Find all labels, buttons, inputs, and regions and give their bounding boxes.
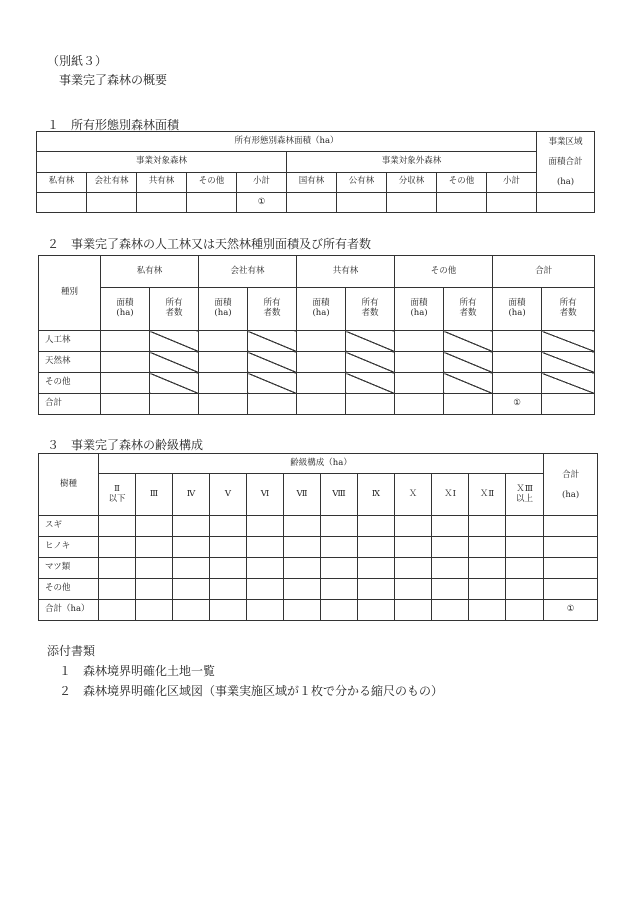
table-cell xyxy=(537,193,595,213)
table-cell xyxy=(136,558,173,579)
row-label: マツ類 xyxy=(39,558,99,579)
age-class-header xyxy=(99,474,136,516)
table-cell xyxy=(395,558,432,579)
owners-slash-cell xyxy=(542,331,595,352)
type-header: 種別 xyxy=(39,256,101,331)
table-cell xyxy=(469,558,506,579)
table-cell xyxy=(544,516,598,537)
table-cell xyxy=(101,352,150,373)
section-3-heading: ３ 事業完了森林の齢級構成 xyxy=(47,438,204,452)
area-header-line-1: 面積 xyxy=(410,298,428,309)
col-national: 国有林 xyxy=(287,172,337,192)
age-class-header-line-1: ＸⅢ xyxy=(516,483,533,494)
table-cell xyxy=(544,579,598,600)
group-other: その他 xyxy=(395,256,493,288)
table-cell xyxy=(469,537,506,558)
col-shared: 共有林 xyxy=(137,172,187,192)
age-class-header: Ⅴ xyxy=(210,474,247,516)
table-cell xyxy=(247,579,284,600)
table-cell xyxy=(432,558,469,579)
table-cell xyxy=(210,516,247,537)
table-cell xyxy=(395,579,432,600)
table-cell xyxy=(432,600,469,621)
ownership-area-table xyxy=(36,131,595,213)
area-header-line-2: (ha) xyxy=(116,308,134,318)
table-cell xyxy=(136,537,173,558)
area-header xyxy=(101,288,150,331)
table-cell xyxy=(395,394,444,415)
table-cell xyxy=(432,516,469,537)
header-district-area xyxy=(537,132,595,193)
table-cell xyxy=(99,600,136,621)
table-cell xyxy=(346,394,395,415)
table-cell xyxy=(173,537,210,558)
age-total-label-1: 合計 xyxy=(562,469,580,480)
row-label: 合計（ha） xyxy=(39,600,99,621)
attachment-item-1: １ 森林境界明確化土地一覧 xyxy=(59,664,216,678)
owners-header xyxy=(248,288,297,331)
table-cell xyxy=(173,558,210,579)
owners-header xyxy=(444,288,493,331)
table-cell xyxy=(247,600,284,621)
table-cell xyxy=(297,352,346,373)
row-label: 人工林 xyxy=(39,331,101,352)
table-cell xyxy=(506,537,544,558)
table-cell xyxy=(395,331,444,352)
table-cell xyxy=(432,579,469,600)
table-cell xyxy=(469,579,506,600)
table-cell xyxy=(506,516,544,537)
area-header xyxy=(199,288,248,331)
table-row xyxy=(39,373,595,394)
table-cell xyxy=(199,373,248,394)
table-cell xyxy=(487,193,537,213)
row-label: ヒノキ xyxy=(39,537,99,558)
table-cell xyxy=(358,600,395,621)
species-header: 樹種 xyxy=(39,454,99,516)
table-cell xyxy=(136,579,173,600)
table-cell xyxy=(210,579,247,600)
table-cell xyxy=(284,558,321,579)
table-cell xyxy=(137,193,187,213)
row-label: 合計 xyxy=(39,394,101,415)
area-header-line-2: (ha) xyxy=(312,308,330,318)
table-cell xyxy=(247,516,284,537)
age-class-header: Ｘ xyxy=(395,474,432,516)
owners-slash-cell xyxy=(248,352,297,373)
table-cell xyxy=(284,579,321,600)
age-class-header: ＸⅠ xyxy=(432,474,469,516)
attachment-item-2: ２ 森林境界明確化区域図（事業実施区域が１枚で分かる縮尺のもの） xyxy=(59,684,444,698)
header-district-line2: 面積合計 xyxy=(548,157,583,167)
owners-slash-cell xyxy=(248,331,297,352)
table-cell xyxy=(99,558,136,579)
owners-slash-cell xyxy=(346,331,395,352)
table-cell xyxy=(506,558,544,579)
area-header xyxy=(395,288,444,331)
table-row xyxy=(39,558,598,579)
age-class-header: ＸⅡ xyxy=(469,474,506,516)
group-company: 会社有林 xyxy=(199,256,297,288)
group-total: 合計 xyxy=(493,256,595,288)
owners-header-line-2: 者数 xyxy=(263,308,281,318)
owners-header-line-1: 所有 xyxy=(559,298,577,309)
owners-slash-cell xyxy=(346,352,395,373)
table-cell xyxy=(297,394,346,415)
table-cell xyxy=(395,537,432,558)
table-row xyxy=(39,352,595,373)
owners-header-line-2: 者数 xyxy=(165,308,183,318)
section-1-heading: １ 所有形態別森林面積 xyxy=(47,118,180,132)
table-cell xyxy=(321,558,358,579)
area-header-line-2: (ha) xyxy=(508,308,526,318)
table-cell xyxy=(248,394,297,415)
table-cell xyxy=(101,394,150,415)
table-cell xyxy=(493,352,542,373)
area-header xyxy=(493,288,542,331)
table-cell xyxy=(321,579,358,600)
row-label: その他 xyxy=(39,579,99,600)
owners-header-line-2: 者数 xyxy=(459,308,477,318)
table-row xyxy=(39,537,598,558)
row-label: スギ xyxy=(39,516,99,537)
annex-label: （別紙３） xyxy=(47,54,108,68)
age-class-table xyxy=(38,453,598,621)
table-cell xyxy=(387,193,437,213)
table-row xyxy=(39,600,598,621)
table-cell xyxy=(544,537,598,558)
header-total-area: 所有形態別森林面積（ha） xyxy=(37,132,537,152)
table-cell xyxy=(469,516,506,537)
group-private: 私有林 xyxy=(101,256,199,288)
table-cell xyxy=(210,537,247,558)
area-header-line-1: 面積 xyxy=(312,298,330,309)
table-cell xyxy=(437,193,487,213)
section-2-heading: ２ 事業完了森林の人工林又は天然林種別面積及び所有者数 xyxy=(47,237,372,251)
table-cell xyxy=(358,579,395,600)
table-cell xyxy=(542,394,595,415)
table-row xyxy=(39,579,598,600)
table-cell xyxy=(337,193,387,213)
col-other: その他 xyxy=(187,172,237,192)
table-cell xyxy=(395,600,432,621)
table-cell xyxy=(210,558,247,579)
forest-type-table xyxy=(38,255,595,415)
table-cell xyxy=(469,600,506,621)
table-cell xyxy=(199,331,248,352)
table-cell xyxy=(87,193,137,213)
table-cell xyxy=(321,516,358,537)
age-class-header: Ⅸ xyxy=(358,474,395,516)
table-cell xyxy=(297,373,346,394)
table-cell xyxy=(395,373,444,394)
document-title: 事業完了森林の概要 xyxy=(59,73,168,87)
age-class-header xyxy=(506,474,544,516)
owners-header-line-1: 所有 xyxy=(165,298,183,309)
table-cell xyxy=(321,537,358,558)
owners-slash-cell xyxy=(444,352,493,373)
owners-slash-cell xyxy=(542,373,595,394)
owners-header-line-2: 者数 xyxy=(559,308,577,318)
table-cell xyxy=(187,193,237,213)
table-cell xyxy=(297,331,346,352)
header-district-line1: 事業区域 xyxy=(548,137,583,147)
age-class-header: Ⅲ xyxy=(136,474,173,516)
owners-header-line-1: 所有 xyxy=(263,298,281,309)
owners-slash-cell xyxy=(248,373,297,394)
table-cell xyxy=(493,331,542,352)
grand-total-mark: ① xyxy=(544,600,598,621)
owners-header-line-1: 所有 xyxy=(361,298,379,309)
col-company: 会社有林 xyxy=(87,172,137,192)
table-cell xyxy=(37,193,87,213)
col-public: 公有林 xyxy=(337,172,387,192)
table-row xyxy=(39,331,595,352)
owners-slash-cell xyxy=(150,352,199,373)
age-class-header: Ⅵ xyxy=(247,474,284,516)
table-cell xyxy=(544,558,598,579)
table-cell xyxy=(199,352,248,373)
col-other-2: その他 xyxy=(437,172,487,192)
area-header-line-1: 面積 xyxy=(116,298,134,309)
col-subtotal: 小計 xyxy=(237,172,287,192)
age-class-header: Ⅷ xyxy=(321,474,358,516)
owners-slash-cell xyxy=(150,331,199,352)
col-profit-share: 分収林 xyxy=(387,172,437,192)
table-cell xyxy=(99,579,136,600)
table-cell xyxy=(247,558,284,579)
owners-slash-cell xyxy=(444,373,493,394)
table-cell xyxy=(395,352,444,373)
row-label: 天然林 xyxy=(39,352,101,373)
owners-slash-cell xyxy=(542,352,595,373)
table-cell xyxy=(321,600,358,621)
table-cell xyxy=(101,331,150,352)
header-target-forest: 事業対象森林 xyxy=(37,152,287,172)
table-cell xyxy=(493,373,542,394)
owners-header xyxy=(542,288,595,331)
table-cell xyxy=(173,600,210,621)
total-area-mark: ① xyxy=(493,394,542,415)
header-nontarget-forest: 事業対象外森林 xyxy=(287,152,537,172)
table-cell xyxy=(247,537,284,558)
table-row xyxy=(39,394,595,415)
age-class-header-line-2: 以下 xyxy=(108,493,126,504)
table-cell xyxy=(432,537,469,558)
age-total-header xyxy=(544,454,598,516)
owners-header xyxy=(150,288,199,331)
table-cell xyxy=(284,537,321,558)
table-cell xyxy=(173,579,210,600)
age-class-header: Ⅶ xyxy=(284,474,321,516)
age-class-header: Ⅳ xyxy=(173,474,210,516)
table-cell xyxy=(210,600,247,621)
table-row xyxy=(39,516,598,537)
table-cell xyxy=(99,537,136,558)
age-class-header-line-2: 以上 xyxy=(516,493,534,504)
table-cell xyxy=(358,516,395,537)
table-cell xyxy=(99,516,136,537)
col-subtotal-2: 小計 xyxy=(487,172,537,192)
area-header-line-2: (ha) xyxy=(410,308,428,318)
table-cell xyxy=(150,394,199,415)
owners-slash-cell xyxy=(150,373,199,394)
age-total-label-2: (ha) xyxy=(562,489,580,500)
table-cell xyxy=(284,600,321,621)
area-header-line-1: 面積 xyxy=(214,298,232,309)
area-header-line-2: (ha) xyxy=(214,308,232,318)
owners-header-line-2: 者数 xyxy=(361,308,379,318)
attachments-heading: 添付書類 xyxy=(47,644,96,658)
owners-slash-cell xyxy=(346,373,395,394)
table-cell xyxy=(506,579,544,600)
group-shared: 共有林 xyxy=(297,256,395,288)
table-cell xyxy=(444,394,493,415)
subtotal-mark: ① xyxy=(237,193,287,213)
row-label: その他 xyxy=(39,373,101,394)
header-district-line3: (ha) xyxy=(556,177,575,187)
area-header-line-1: 面積 xyxy=(508,298,526,309)
table-cell xyxy=(284,516,321,537)
table-cell xyxy=(136,600,173,621)
table-cell xyxy=(173,516,210,537)
table-cell xyxy=(395,516,432,537)
table-cell xyxy=(199,394,248,415)
area-header xyxy=(297,288,346,331)
table-cell xyxy=(506,600,544,621)
table-cell xyxy=(136,516,173,537)
owners-header xyxy=(346,288,395,331)
owners-header-line-1: 所有 xyxy=(459,298,477,309)
col-private: 私有林 xyxy=(37,172,87,192)
age-class-header-line-1: Ⅱ xyxy=(114,483,120,494)
table-cell xyxy=(358,537,395,558)
owners-slash-cell xyxy=(444,331,493,352)
age-class-header: 齢級構成（ha） xyxy=(99,454,544,474)
table-cell xyxy=(101,373,150,394)
table-cell xyxy=(287,193,337,213)
table-cell xyxy=(358,558,395,579)
